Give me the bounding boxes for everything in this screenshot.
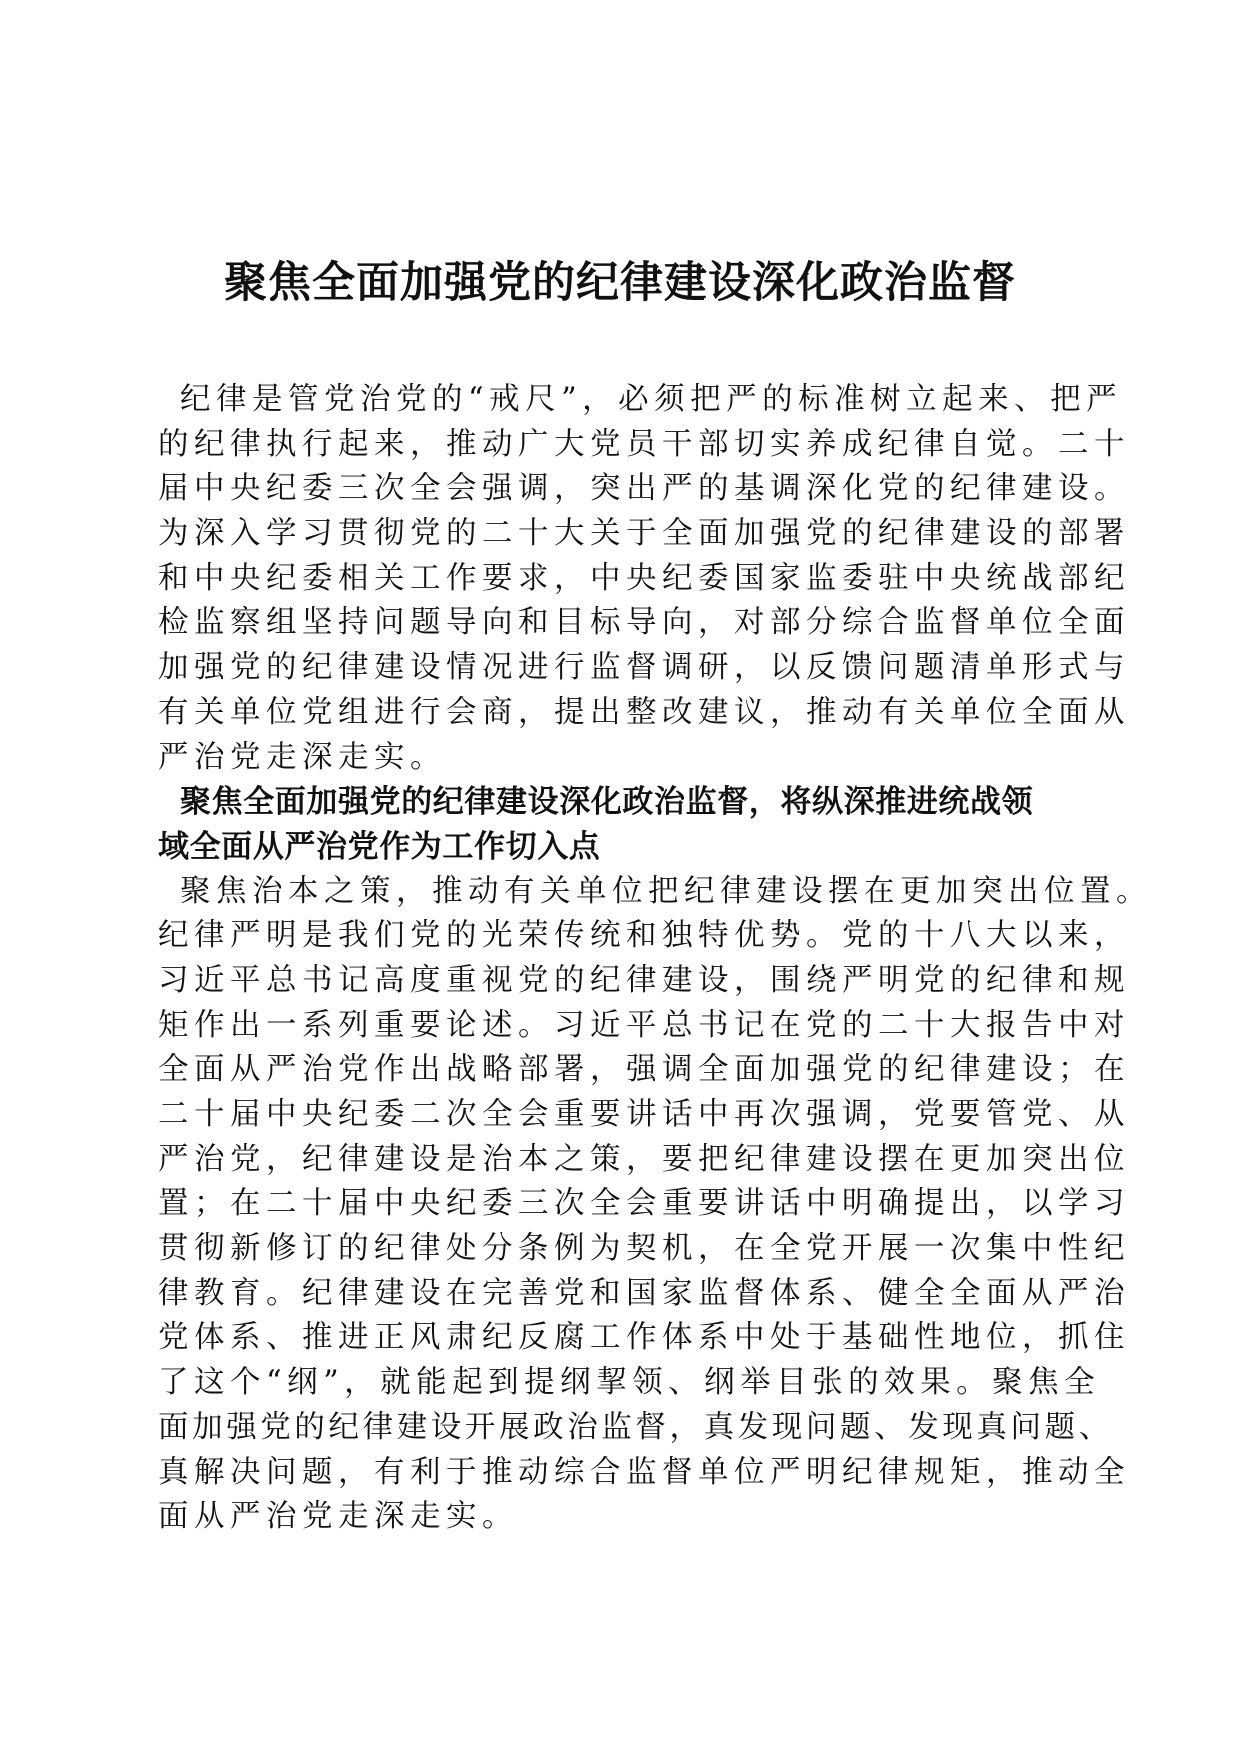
paragraph-line: 有关单位党组进行会商，提出整改建议，推动有关单位全面从 [158,694,1130,730]
paragraph-line: 置；在二十届中央纪委三次全会重要讲话中明确提出，以学习 [158,1186,1130,1222]
paragraph-line: 贯彻新修订的纪律处分条例为契机，在全党开展一次集中性纪 [158,1231,1130,1267]
paragraph-line: 严治党，纪律建设是治本之策，要把纪律建设摆在更加突出位 [158,1141,1130,1177]
paragraph-line: 了这个“纲”，就能起到提纲挈领、纲举目张的效果。聚焦全 [158,1365,1101,1401]
paragraph-line: 全面从严治党作出战略部署，强调全面加强党的纪律建设；在 [158,1052,1130,1088]
paragraph-line: 严治党走深走实。 [158,739,446,775]
paragraph-line: 党体系、推进正风肃纪反腐工作体系中处于基础性地位，抓住 [158,1320,1130,1356]
paragraph-line: 矩作出一系列重要论述。习近平总书记在党的二十大报告中对 [158,1007,1130,1043]
section-heading [158,780,1088,869]
heading-line: 聚焦全面加强党的纪律建设深化政治监督，将纵深推进统战领 [180,784,1034,821]
paragraph-1 [158,378,1130,780]
paragraph-line: 面加强党的纪律建设开展政治监督，真发现问题、发现真问题、 [158,1409,1113,1445]
paragraph-line: 真解决问题，有利于推动综合监督单位严明纪律规矩，推动全 [158,1454,1130,1490]
paragraph-line: 纪律是管党治党的“戒尺”，必须把严的标准树立起来、把严 [180,382,1123,417]
paragraph-line: 为深入学习贯彻党的二十大关于全面加强党的纪律建设的部署 [158,516,1130,552]
paragraph-line: 聚焦治本之策，推动有关单位把纪律建设摆在更加突出位置。 [180,873,1152,909]
paragraph-line: 和中央纪委相关工作要求，中央纪委国家监委驻中央统战部纪 [158,560,1130,596]
document-title: 聚焦全面加强党的纪律建设深化政治监督 [224,258,1016,308]
paragraph-line: 习近平总书记高度重视党的纪律建设，围绕严明党的纪律和规 [158,962,1130,998]
paragraph-2 [158,870,1152,1540]
paragraph-line: 面从严治党走深走实。 [158,1499,518,1535]
paragraph-line: 律教育。纪律建设在完善党和国家监督体系、健全全面从严治 [158,1275,1130,1311]
document-body [158,378,1152,1540]
paragraph-line: 检监察组坚持问题导向和目标导向，对部分综合监督单位全面 [158,605,1130,641]
paragraph-line: 纪律严明是我们党的光荣传统和独特优势。党的十八大以来， [158,918,1130,954]
heading-line: 域全面从严治党作为工作切入点 [158,828,601,865]
paragraph-line: 届中央纪委三次全会强调，突出严的基调深化党的纪律建设。 [158,471,1130,507]
paragraph-line: 加强党的纪律建设情况进行监督调研，以反馈问题清单形式与 [158,650,1130,686]
paragraph-line: 二十届中央纪委二次全会重要讲话中再次强调，党要管党、从 [158,1097,1130,1132]
paragraph-line: 的纪律执行起来，推动广大党员干部切实养成纪律自觉。二十 [158,426,1130,462]
